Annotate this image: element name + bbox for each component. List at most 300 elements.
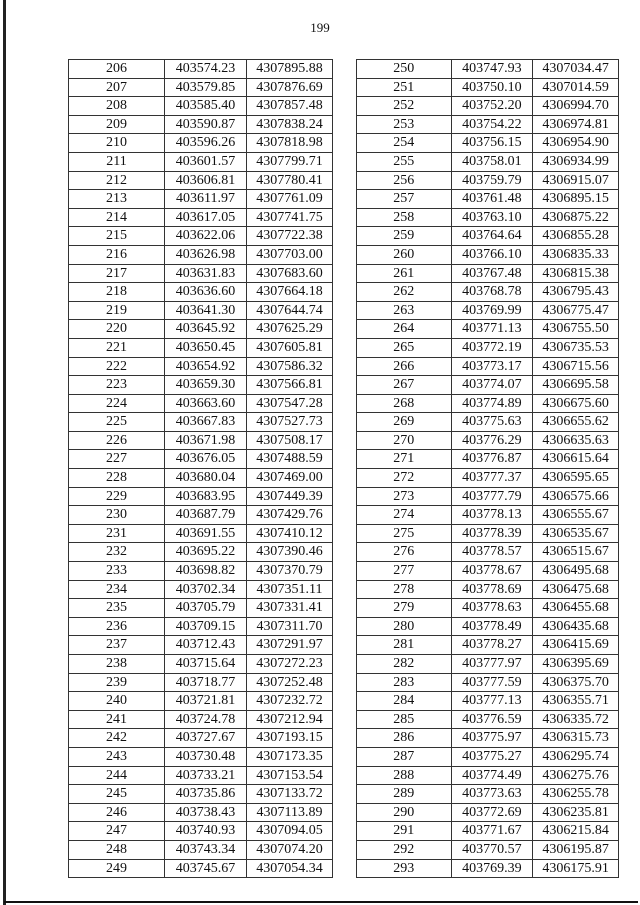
y-coordinate-cell: 4307173.35 bbox=[247, 747, 333, 766]
x-coordinate-cell: 403774.07 bbox=[451, 376, 533, 395]
table-row bbox=[357, 655, 619, 674]
y-coordinate-cell: 4307547.28 bbox=[247, 394, 333, 413]
point-number-cell: 213 bbox=[69, 190, 165, 209]
x-coordinate-cell: 403778.39 bbox=[451, 524, 533, 543]
table-row bbox=[357, 636, 619, 655]
x-coordinate-cell: 403778.69 bbox=[451, 580, 533, 599]
table-row bbox=[357, 506, 619, 525]
table-row bbox=[69, 673, 333, 692]
y-coordinate-cell: 4307311.70 bbox=[247, 617, 333, 636]
point-number-cell: 209 bbox=[69, 115, 165, 134]
x-coordinate-cell: 403574.23 bbox=[165, 60, 247, 79]
y-coordinate-cell: 4307370.79 bbox=[247, 562, 333, 581]
point-number-cell: 243 bbox=[69, 747, 165, 766]
y-coordinate-cell: 4307034.47 bbox=[533, 60, 619, 79]
point-number-cell: 262 bbox=[357, 283, 452, 302]
x-coordinate-cell: 403671.98 bbox=[165, 431, 247, 450]
table-row bbox=[69, 710, 333, 729]
x-coordinate-cell: 403724.78 bbox=[165, 710, 247, 729]
point-number-cell: 259 bbox=[357, 227, 452, 246]
table-row bbox=[357, 487, 619, 506]
x-coordinate-cell: 403727.67 bbox=[165, 729, 247, 748]
x-coordinate-cell: 403585.40 bbox=[165, 97, 247, 116]
point-number-cell: 238 bbox=[69, 655, 165, 674]
x-coordinate-cell: 403641.30 bbox=[165, 301, 247, 320]
point-number-cell: 206 bbox=[69, 60, 165, 79]
y-coordinate-cell: 4306954.90 bbox=[533, 134, 619, 153]
point-number-cell: 222 bbox=[69, 357, 165, 376]
table-row bbox=[69, 840, 333, 859]
point-number-cell: 287 bbox=[357, 747, 452, 766]
y-coordinate-cell: 4306855.28 bbox=[533, 227, 619, 246]
y-coordinate-cell: 4307780.41 bbox=[247, 171, 333, 190]
y-coordinate-cell: 4306175.91 bbox=[533, 859, 619, 878]
y-coordinate-cell: 4306315.73 bbox=[533, 729, 619, 748]
x-coordinate-cell: 403687.79 bbox=[165, 506, 247, 525]
table-row bbox=[357, 524, 619, 543]
y-coordinate-cell: 4306415.69 bbox=[533, 636, 619, 655]
x-coordinate-cell: 403611.97 bbox=[165, 190, 247, 209]
point-number-cell: 241 bbox=[69, 710, 165, 729]
table-row bbox=[69, 413, 333, 432]
x-coordinate-cell: 403763.10 bbox=[451, 208, 533, 227]
y-coordinate-cell: 4307664.18 bbox=[247, 283, 333, 302]
table-row bbox=[69, 599, 333, 618]
y-coordinate-cell: 4307838.24 bbox=[247, 115, 333, 134]
x-coordinate-cell: 403680.04 bbox=[165, 469, 247, 488]
x-coordinate-cell: 403718.77 bbox=[165, 673, 247, 692]
y-coordinate-cell: 4306735.53 bbox=[533, 338, 619, 357]
x-coordinate-cell: 403705.79 bbox=[165, 599, 247, 618]
table-row bbox=[69, 134, 333, 153]
table-row bbox=[69, 394, 333, 413]
y-coordinate-cell: 4307074.20 bbox=[247, 840, 333, 859]
y-coordinate-cell: 4307761.09 bbox=[247, 190, 333, 209]
x-coordinate-cell: 403778.27 bbox=[451, 636, 533, 655]
table-row bbox=[69, 785, 333, 804]
table-row bbox=[69, 450, 333, 469]
point-number-cell: 220 bbox=[69, 320, 165, 339]
x-coordinate-cell: 403702.34 bbox=[165, 580, 247, 599]
point-number-cell: 228 bbox=[69, 469, 165, 488]
point-number-cell: 223 bbox=[69, 376, 165, 395]
x-coordinate-cell: 403767.48 bbox=[451, 264, 533, 283]
y-coordinate-cell: 4306295.74 bbox=[533, 747, 619, 766]
point-number-cell: 248 bbox=[69, 840, 165, 859]
y-coordinate-cell: 4306555.67 bbox=[533, 506, 619, 525]
table-row bbox=[357, 450, 619, 469]
table-row bbox=[357, 747, 619, 766]
x-coordinate-cell: 403738.43 bbox=[165, 803, 247, 822]
point-number-cell: 234 bbox=[69, 580, 165, 599]
point-number-cell: 217 bbox=[69, 264, 165, 283]
x-coordinate-cell: 403774.49 bbox=[451, 766, 533, 785]
y-coordinate-cell: 4307291.97 bbox=[247, 636, 333, 655]
point-number-cell: 281 bbox=[357, 636, 452, 655]
table-row bbox=[69, 617, 333, 636]
y-coordinate-cell: 4307527.73 bbox=[247, 413, 333, 432]
point-number-cell: 207 bbox=[69, 78, 165, 97]
point-number-cell: 239 bbox=[69, 673, 165, 692]
y-coordinate-cell: 4306535.67 bbox=[533, 524, 619, 543]
point-number-cell: 258 bbox=[357, 208, 452, 227]
y-coordinate-cell: 4307054.34 bbox=[247, 859, 333, 878]
x-coordinate-cell: 403772.69 bbox=[451, 803, 533, 822]
point-number-cell: 237 bbox=[69, 636, 165, 655]
y-coordinate-cell: 4307153.54 bbox=[247, 766, 333, 785]
point-number-cell: 231 bbox=[69, 524, 165, 543]
table-row bbox=[357, 152, 619, 171]
table-row bbox=[357, 264, 619, 283]
point-number-cell: 249 bbox=[69, 859, 165, 878]
point-number-cell: 235 bbox=[69, 599, 165, 618]
x-coordinate-cell: 403654.92 bbox=[165, 357, 247, 376]
table-row bbox=[357, 580, 619, 599]
point-number-cell: 289 bbox=[357, 785, 452, 804]
x-coordinate-cell: 403759.79 bbox=[451, 171, 533, 190]
x-coordinate-cell: 403659.30 bbox=[165, 376, 247, 395]
point-number-cell: 288 bbox=[357, 766, 452, 785]
table-row bbox=[69, 227, 333, 246]
y-coordinate-cell: 4307488.59 bbox=[247, 450, 333, 469]
x-coordinate-cell: 403777.13 bbox=[451, 692, 533, 711]
x-coordinate-cell: 403777.59 bbox=[451, 673, 533, 692]
x-coordinate-cell: 403622.06 bbox=[165, 227, 247, 246]
y-coordinate-cell: 4306994.70 bbox=[533, 97, 619, 116]
x-coordinate-cell: 403778.13 bbox=[451, 506, 533, 525]
point-number-cell: 285 bbox=[357, 710, 452, 729]
table-row bbox=[357, 190, 619, 209]
x-coordinate-cell: 403745.67 bbox=[165, 859, 247, 878]
point-number-cell: 263 bbox=[357, 301, 452, 320]
point-number-cell: 254 bbox=[357, 134, 452, 153]
point-number-cell: 246 bbox=[69, 803, 165, 822]
table-row bbox=[357, 710, 619, 729]
table-row bbox=[69, 190, 333, 209]
table-row bbox=[357, 413, 619, 432]
point-number-cell: 245 bbox=[69, 785, 165, 804]
y-coordinate-cell: 4307605.81 bbox=[247, 338, 333, 357]
y-coordinate-cell: 4306715.56 bbox=[533, 357, 619, 376]
x-coordinate-cell: 403771.67 bbox=[451, 822, 533, 841]
table-row bbox=[357, 320, 619, 339]
point-number-cell: 280 bbox=[357, 617, 452, 636]
point-number-cell: 273 bbox=[357, 487, 452, 506]
table-row bbox=[69, 60, 333, 79]
point-number-cell: 265 bbox=[357, 338, 452, 357]
table-row bbox=[357, 376, 619, 395]
y-coordinate-cell: 4306355.71 bbox=[533, 692, 619, 711]
x-coordinate-cell: 403715.64 bbox=[165, 655, 247, 674]
y-coordinate-cell: 4307625.29 bbox=[247, 320, 333, 339]
y-coordinate-cell: 4307586.32 bbox=[247, 357, 333, 376]
point-number-cell: 211 bbox=[69, 152, 165, 171]
y-coordinate-cell: 4307722.38 bbox=[247, 227, 333, 246]
y-coordinate-cell: 4307683.60 bbox=[247, 264, 333, 283]
table-row bbox=[69, 655, 333, 674]
y-coordinate-cell: 4307272.23 bbox=[247, 655, 333, 674]
point-number-cell: 221 bbox=[69, 338, 165, 357]
point-number-cell: 271 bbox=[357, 450, 452, 469]
x-coordinate-cell: 403676.05 bbox=[165, 450, 247, 469]
point-number-cell: 212 bbox=[69, 171, 165, 190]
table-row bbox=[357, 822, 619, 841]
point-number-cell: 210 bbox=[69, 134, 165, 153]
x-coordinate-cell: 403766.10 bbox=[451, 245, 533, 264]
table-row bbox=[69, 487, 333, 506]
y-coordinate-cell: 4306475.68 bbox=[533, 580, 619, 599]
table-row bbox=[357, 338, 619, 357]
x-coordinate-cell: 403631.83 bbox=[165, 264, 247, 283]
point-number-cell: 267 bbox=[357, 376, 452, 395]
point-number-cell: 272 bbox=[357, 469, 452, 488]
point-number-cell: 215 bbox=[69, 227, 165, 246]
table-row bbox=[69, 376, 333, 395]
table-row bbox=[69, 152, 333, 171]
x-coordinate-cell: 403709.15 bbox=[165, 617, 247, 636]
table-row bbox=[357, 171, 619, 190]
x-coordinate-cell: 403663.60 bbox=[165, 394, 247, 413]
x-coordinate-cell: 403740.93 bbox=[165, 822, 247, 841]
x-coordinate-cell: 403750.10 bbox=[451, 78, 533, 97]
y-coordinate-cell: 4306235.81 bbox=[533, 803, 619, 822]
x-coordinate-cell: 403747.93 bbox=[451, 60, 533, 79]
point-number-cell: 268 bbox=[357, 394, 452, 413]
x-coordinate-cell: 403579.85 bbox=[165, 78, 247, 97]
point-number-cell: 244 bbox=[69, 766, 165, 785]
point-number-cell: 250 bbox=[357, 60, 452, 79]
x-coordinate-cell: 403698.82 bbox=[165, 562, 247, 581]
table-row bbox=[357, 692, 619, 711]
y-coordinate-cell: 4307331.41 bbox=[247, 599, 333, 618]
table-row bbox=[357, 599, 619, 618]
table-row bbox=[69, 562, 333, 581]
table-row bbox=[357, 283, 619, 302]
coordinates-table-left bbox=[68, 59, 333, 878]
bottom-margin-rule bbox=[4, 901, 638, 903]
x-coordinate-cell: 403735.86 bbox=[165, 785, 247, 804]
y-coordinate-cell: 4307193.15 bbox=[247, 729, 333, 748]
table-row bbox=[357, 785, 619, 804]
table-row bbox=[357, 357, 619, 376]
table-row bbox=[69, 338, 333, 357]
x-coordinate-cell: 403712.43 bbox=[165, 636, 247, 655]
y-coordinate-cell: 4307094.05 bbox=[247, 822, 333, 841]
x-coordinate-cell: 403733.21 bbox=[165, 766, 247, 785]
x-coordinate-cell: 403617.05 bbox=[165, 208, 247, 227]
y-coordinate-cell: 4307508.17 bbox=[247, 431, 333, 450]
table-row bbox=[69, 171, 333, 190]
y-coordinate-cell: 4306635.63 bbox=[533, 431, 619, 450]
coordinates-table-right bbox=[356, 59, 619, 878]
table-row bbox=[69, 859, 333, 878]
y-coordinate-cell: 4306495.68 bbox=[533, 562, 619, 581]
y-coordinate-cell: 4306375.70 bbox=[533, 673, 619, 692]
y-coordinate-cell: 4306875.22 bbox=[533, 208, 619, 227]
point-number-cell: 251 bbox=[357, 78, 452, 97]
y-coordinate-cell: 4307857.48 bbox=[247, 97, 333, 116]
y-coordinate-cell: 4307252.48 bbox=[247, 673, 333, 692]
table-row bbox=[69, 97, 333, 116]
y-coordinate-cell: 4306275.76 bbox=[533, 766, 619, 785]
y-coordinate-cell: 4307469.00 bbox=[247, 469, 333, 488]
point-number-cell: 227 bbox=[69, 450, 165, 469]
y-coordinate-cell: 4307644.74 bbox=[247, 301, 333, 320]
x-coordinate-cell: 403778.57 bbox=[451, 543, 533, 562]
x-coordinate-cell: 403596.26 bbox=[165, 134, 247, 153]
x-coordinate-cell: 403776.29 bbox=[451, 431, 533, 450]
table-row bbox=[357, 766, 619, 785]
y-coordinate-cell: 4307818.98 bbox=[247, 134, 333, 153]
table-row bbox=[357, 562, 619, 581]
point-number-cell: 253 bbox=[357, 115, 452, 134]
y-coordinate-cell: 4306395.69 bbox=[533, 655, 619, 674]
page-number: 199 bbox=[310, 20, 330, 35]
x-coordinate-cell: 403775.97 bbox=[451, 729, 533, 748]
point-number-cell: 226 bbox=[69, 431, 165, 450]
point-number-cell: 274 bbox=[357, 506, 452, 525]
x-coordinate-cell: 403775.27 bbox=[451, 747, 533, 766]
y-coordinate-cell: 4306775.47 bbox=[533, 301, 619, 320]
x-coordinate-cell: 403777.79 bbox=[451, 487, 533, 506]
x-coordinate-cell: 403769.99 bbox=[451, 301, 533, 320]
table-row bbox=[357, 208, 619, 227]
x-coordinate-cell: 403721.81 bbox=[165, 692, 247, 711]
y-coordinate-cell: 4307799.71 bbox=[247, 152, 333, 171]
table-row bbox=[357, 840, 619, 859]
point-number-cell: 279 bbox=[357, 599, 452, 618]
table-row bbox=[357, 803, 619, 822]
table-row bbox=[69, 264, 333, 283]
x-coordinate-cell: 403695.22 bbox=[165, 543, 247, 562]
point-number-cell: 291 bbox=[357, 822, 452, 841]
table-row bbox=[357, 431, 619, 450]
point-number-cell: 242 bbox=[69, 729, 165, 748]
y-coordinate-cell: 4306655.62 bbox=[533, 413, 619, 432]
x-coordinate-cell: 403773.17 bbox=[451, 357, 533, 376]
y-coordinate-cell: 4307566.81 bbox=[247, 376, 333, 395]
y-coordinate-cell: 4306195.87 bbox=[533, 840, 619, 859]
y-coordinate-cell: 4306915.07 bbox=[533, 171, 619, 190]
x-coordinate-cell: 403752.20 bbox=[451, 97, 533, 116]
table-row bbox=[69, 766, 333, 785]
table-row bbox=[69, 636, 333, 655]
x-coordinate-cell: 403758.01 bbox=[451, 152, 533, 171]
y-coordinate-cell: 4306615.64 bbox=[533, 450, 619, 469]
left-margin-rule bbox=[3, 0, 6, 905]
point-number-cell: 216 bbox=[69, 245, 165, 264]
y-coordinate-cell: 4307741.75 bbox=[247, 208, 333, 227]
x-coordinate-cell: 403650.45 bbox=[165, 338, 247, 357]
point-number-cell: 233 bbox=[69, 562, 165, 581]
point-number-cell: 219 bbox=[69, 301, 165, 320]
table-row bbox=[357, 729, 619, 748]
y-coordinate-cell: 4306815.38 bbox=[533, 264, 619, 283]
x-coordinate-cell: 403774.89 bbox=[451, 394, 533, 413]
point-number-cell: 277 bbox=[357, 562, 452, 581]
point-number-cell: 275 bbox=[357, 524, 452, 543]
y-coordinate-cell: 4306455.68 bbox=[533, 599, 619, 618]
table-row bbox=[69, 245, 333, 264]
point-number-cell: 278 bbox=[357, 580, 452, 599]
point-number-cell: 236 bbox=[69, 617, 165, 636]
table-row bbox=[69, 580, 333, 599]
table-row bbox=[69, 357, 333, 376]
table-row bbox=[357, 227, 619, 246]
point-number-cell: 284 bbox=[357, 692, 452, 711]
point-number-cell: 232 bbox=[69, 543, 165, 562]
table-row bbox=[357, 78, 619, 97]
point-number-cell: 264 bbox=[357, 320, 452, 339]
point-number-cell: 218 bbox=[69, 283, 165, 302]
point-number-cell: 276 bbox=[357, 543, 452, 562]
table-row bbox=[69, 208, 333, 227]
x-coordinate-cell: 403770.57 bbox=[451, 840, 533, 859]
table-row bbox=[357, 617, 619, 636]
x-coordinate-cell: 403636.60 bbox=[165, 283, 247, 302]
x-coordinate-cell: 403768.78 bbox=[451, 283, 533, 302]
y-coordinate-cell: 4306695.58 bbox=[533, 376, 619, 395]
x-coordinate-cell: 403764.64 bbox=[451, 227, 533, 246]
point-number-cell: 224 bbox=[69, 394, 165, 413]
x-coordinate-cell: 403778.67 bbox=[451, 562, 533, 581]
point-number-cell: 256 bbox=[357, 171, 452, 190]
x-coordinate-cell: 403601.57 bbox=[165, 152, 247, 171]
y-coordinate-cell: 4306974.81 bbox=[533, 115, 619, 134]
point-number-cell: 247 bbox=[69, 822, 165, 841]
y-coordinate-cell: 4306795.43 bbox=[533, 283, 619, 302]
x-coordinate-cell: 403754.22 bbox=[451, 115, 533, 134]
point-number-cell: 290 bbox=[357, 803, 452, 822]
y-coordinate-cell: 4307351.11 bbox=[247, 580, 333, 599]
y-coordinate-cell: 4307232.72 bbox=[247, 692, 333, 711]
table-row bbox=[357, 859, 619, 878]
x-coordinate-cell: 403769.39 bbox=[451, 859, 533, 878]
x-coordinate-cell: 403626.98 bbox=[165, 245, 247, 264]
y-coordinate-cell: 4306934.99 bbox=[533, 152, 619, 171]
table-row bbox=[69, 524, 333, 543]
point-number-cell: 208 bbox=[69, 97, 165, 116]
x-coordinate-cell: 403777.37 bbox=[451, 469, 533, 488]
x-coordinate-cell: 403776.87 bbox=[451, 450, 533, 469]
y-coordinate-cell: 4306835.33 bbox=[533, 245, 619, 264]
y-coordinate-cell: 4306255.78 bbox=[533, 785, 619, 804]
point-number-cell: 225 bbox=[69, 413, 165, 432]
y-coordinate-cell: 4307410.12 bbox=[247, 524, 333, 543]
x-coordinate-cell: 403773.63 bbox=[451, 785, 533, 804]
x-coordinate-cell: 403775.63 bbox=[451, 413, 533, 432]
table-row bbox=[357, 60, 619, 79]
table-row bbox=[357, 115, 619, 134]
table-row bbox=[69, 115, 333, 134]
table-row bbox=[357, 673, 619, 692]
point-number-cell: 286 bbox=[357, 729, 452, 748]
table-row bbox=[357, 469, 619, 488]
point-number-cell: 230 bbox=[69, 506, 165, 525]
y-coordinate-cell: 4307449.39 bbox=[247, 487, 333, 506]
y-coordinate-cell: 4306595.65 bbox=[533, 469, 619, 488]
y-coordinate-cell: 4306215.84 bbox=[533, 822, 619, 841]
point-number-cell: 283 bbox=[357, 673, 452, 692]
x-coordinate-cell: 403730.48 bbox=[165, 747, 247, 766]
y-coordinate-cell: 4307703.00 bbox=[247, 245, 333, 264]
y-coordinate-cell: 4307876.69 bbox=[247, 78, 333, 97]
point-number-cell: 293 bbox=[357, 859, 452, 878]
table-row bbox=[69, 78, 333, 97]
y-coordinate-cell: 4307212.94 bbox=[247, 710, 333, 729]
x-coordinate-cell: 403761.48 bbox=[451, 190, 533, 209]
point-number-cell: 266 bbox=[357, 357, 452, 376]
